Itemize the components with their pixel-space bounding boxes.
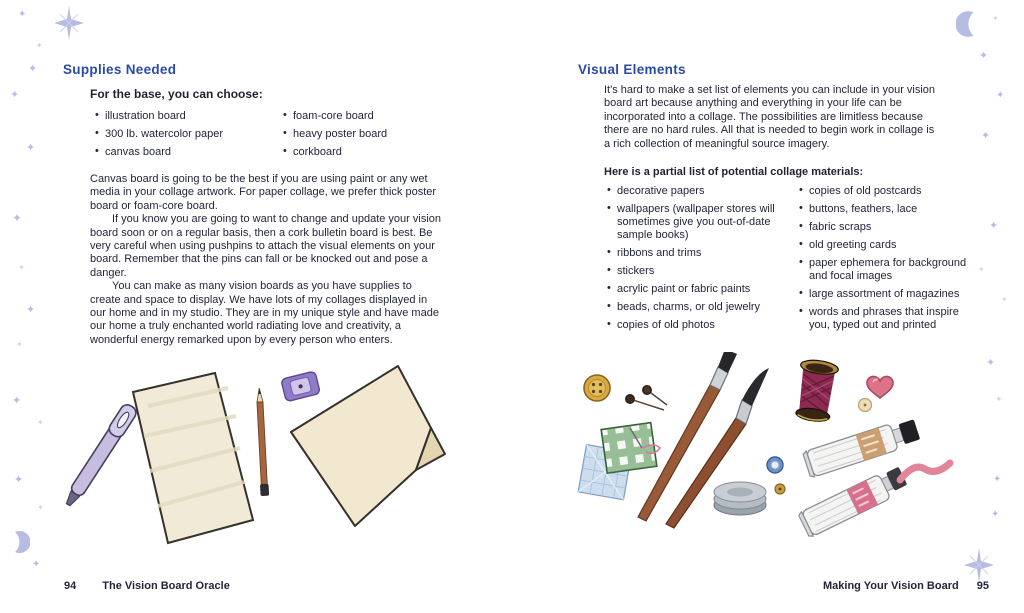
pen-illustration: [61, 402, 138, 509]
gold-bead-illustration: [775, 484, 785, 494]
list-item: • fabric scraps: [799, 221, 967, 234]
list-item: • large assortment of magazines: [799, 288, 967, 301]
moon-icon: [956, 10, 984, 38]
list-item: • paper ephemera for background and focal images: [799, 257, 967, 283]
sparkle-icon: [993, 475, 1001, 485]
silver-coil-illustration: [714, 482, 766, 515]
left-page-heading: Supplies Needed: [63, 62, 177, 77]
sparkle-icon: [18, 264, 25, 272]
sparkle-icon: [18, 10, 26, 20]
list-item: • decorative papers: [607, 185, 789, 198]
star-icon: [52, 6, 86, 40]
sparkle-icon: [995, 395, 1003, 404]
sparkle-icon: [1001, 296, 1008, 304]
page-number: 94: [64, 580, 77, 592]
page-number: 95: [976, 580, 989, 592]
list-item: • buttons, feathers, lace: [799, 203, 967, 216]
list-item: • stickers: [607, 265, 789, 278]
sparkle-icon: [37, 504, 44, 512]
list-item: • acrylic paint or fabric paints: [607, 283, 789, 296]
left-page-footer: [64, 580, 230, 592]
base-options-col1: [95, 110, 275, 164]
sparkle-icon: [986, 358, 995, 369]
sparkle-icon: [996, 91, 1004, 101]
list-item: • old greeting cards: [799, 239, 967, 252]
sparkle-icon: [979, 51, 988, 62]
supplies-illustration: [48, 356, 473, 566]
list-item: • illustration board: [95, 110, 275, 123]
list-item: • ribbons and trims: [607, 247, 789, 260]
left-page-subheading: For the base, you can choose:: [90, 87, 263, 101]
list-item: • words and phrases that inspire you, typed out and printed: [799, 306, 967, 332]
running-title: Making Your Vision Board: [823, 580, 959, 592]
paragraph: Canvas board is going to be the best if you are using paint or any wet media in your collage artwork. For paper collage, we prefer thick poster board or foam-core board.: [90, 173, 437, 212]
sparkle-icon: [12, 212, 22, 224]
sparkle-icon: [978, 266, 985, 274]
pencil-illustration: [255, 388, 269, 496]
moon-icon: [6, 530, 30, 554]
list-item: • wallpapers (wallpaper stores will sometimes give you out-of-date sample books): [607, 203, 789, 242]
left-page-body: [90, 173, 444, 347]
paragraph: You can make as many vision boards as you have supplies to create and space to display. We have lots of my collages displayed in our home and in my studio. They are in my unique style and have made our home a truly enchanted world radiating love and creativity, a wonderful energy remarked upon by every person who enters.: [90, 280, 439, 346]
gold-button-illustration: [584, 375, 610, 401]
list-item: • heavy poster board: [283, 128, 443, 141]
sparkle-icon: [981, 131, 990, 142]
sparkle-icon: [36, 42, 43, 50]
list-item: • 300 lb. watercolor paper: [95, 128, 275, 141]
star-icon: [962, 548, 996, 582]
sparkle-icon: [16, 341, 23, 349]
sparkle-icon: [991, 510, 999, 520]
sparkle-icon: [992, 15, 999, 23]
list-item: • copies of old photos: [607, 319, 789, 332]
materials-list-heading: Here is a partial list of potential collage materials:: [604, 166, 864, 178]
materials-illustration: [568, 352, 978, 547]
sparkle-icon: [989, 221, 998, 232]
sparkle-icon: [28, 64, 37, 75]
cream-button-illustration: [859, 399, 872, 412]
pins-illustration: [626, 386, 667, 410]
sparkle-icon: [37, 419, 44, 427]
list-item: • foam-core board: [283, 110, 443, 123]
blue-button-illustration: [767, 457, 783, 473]
list-item: • beads, charms, or old jewelry: [607, 301, 789, 314]
thread-spool-illustration: [793, 358, 839, 423]
running-title: The Vision Board Oracle: [102, 580, 230, 592]
canvas-board-illustration: [133, 373, 253, 543]
sparkle-icon: [26, 143, 35, 154]
materials-col2: [799, 185, 967, 337]
paragraph: If you know you are going to want to change and update your vision board soon or on a regular basis, then a cork bulletin board is best. Be very careful when using pushpins to attach the visual elements on your board. Remember that the pins can fall or be knocked out and pose a danger.: [90, 213, 441, 279]
right-page-intro: It's hard to make a set list of elements you can include in your vision board art because anything and everything in your life can be incorporated into a collage. The possibilities are limitless because there are no hard rules. All that is needed to begin work in collage is a rich collection of meaningful source imagery.: [604, 84, 936, 150]
gingham-swatch-illustration: [601, 423, 660, 474]
list-item: • copies of old postcards: [799, 185, 967, 198]
sparkle-icon: [14, 475, 23, 486]
heart-charm-illustration: [867, 376, 893, 398]
materials-col1: [607, 185, 789, 337]
sparkle-icon: [26, 305, 35, 316]
list-item: • corkboard: [283, 146, 443, 159]
list-item: • canvas board: [95, 146, 275, 159]
sparkle-icon: [32, 560, 40, 570]
sparkle-icon: [12, 396, 21, 407]
base-options-col2: [283, 110, 443, 164]
sharpener-illustration: [281, 371, 321, 402]
right-page-heading: Visual Elements: [578, 62, 686, 77]
sparkle-icon: [10, 90, 19, 101]
paint-tube-illustration: [802, 416, 921, 478]
